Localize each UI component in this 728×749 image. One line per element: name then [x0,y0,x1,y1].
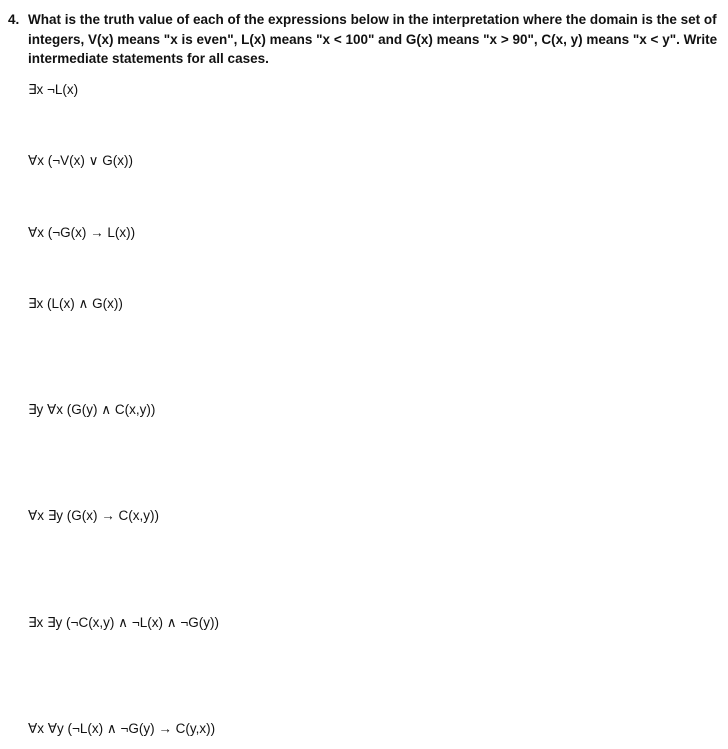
expression-7: ∃x ∃y (¬C(x,y) ∧ ¬L(x) ∧ ¬G(y)) [28,615,219,630]
expression-2: ∀x (¬V(x) ∨ G(x)) [28,153,133,168]
question-number: 4. [8,12,20,27]
expression-4: ∃x (L(x) ∧ G(x)) [28,296,123,311]
expression-3: ∀x (¬G(x) → L(x)) [28,225,136,240]
expression-5: ∃y ∀x (G(y) ∧ C(x,y)) [28,402,156,417]
question-block [8,10,720,69]
expression-6: ∀x ∃y (G(x) → C(x,y)) [28,508,159,523]
question-text: What is the truth value of each of the expressions below in the interpretation where the domain is the set of integers, V(x) means "x is even", L(x) means "x < 100" and G(x) means "x > 90", C(x, y) means "x < y". Write intermediate statements for all cases. [28,12,718,66]
expression-1: ∃x ¬L(x) [28,82,79,97]
expression-8: ∀x ∀y (¬L(x) ∧ ¬G(y) → C(y,x)) [28,721,216,736]
